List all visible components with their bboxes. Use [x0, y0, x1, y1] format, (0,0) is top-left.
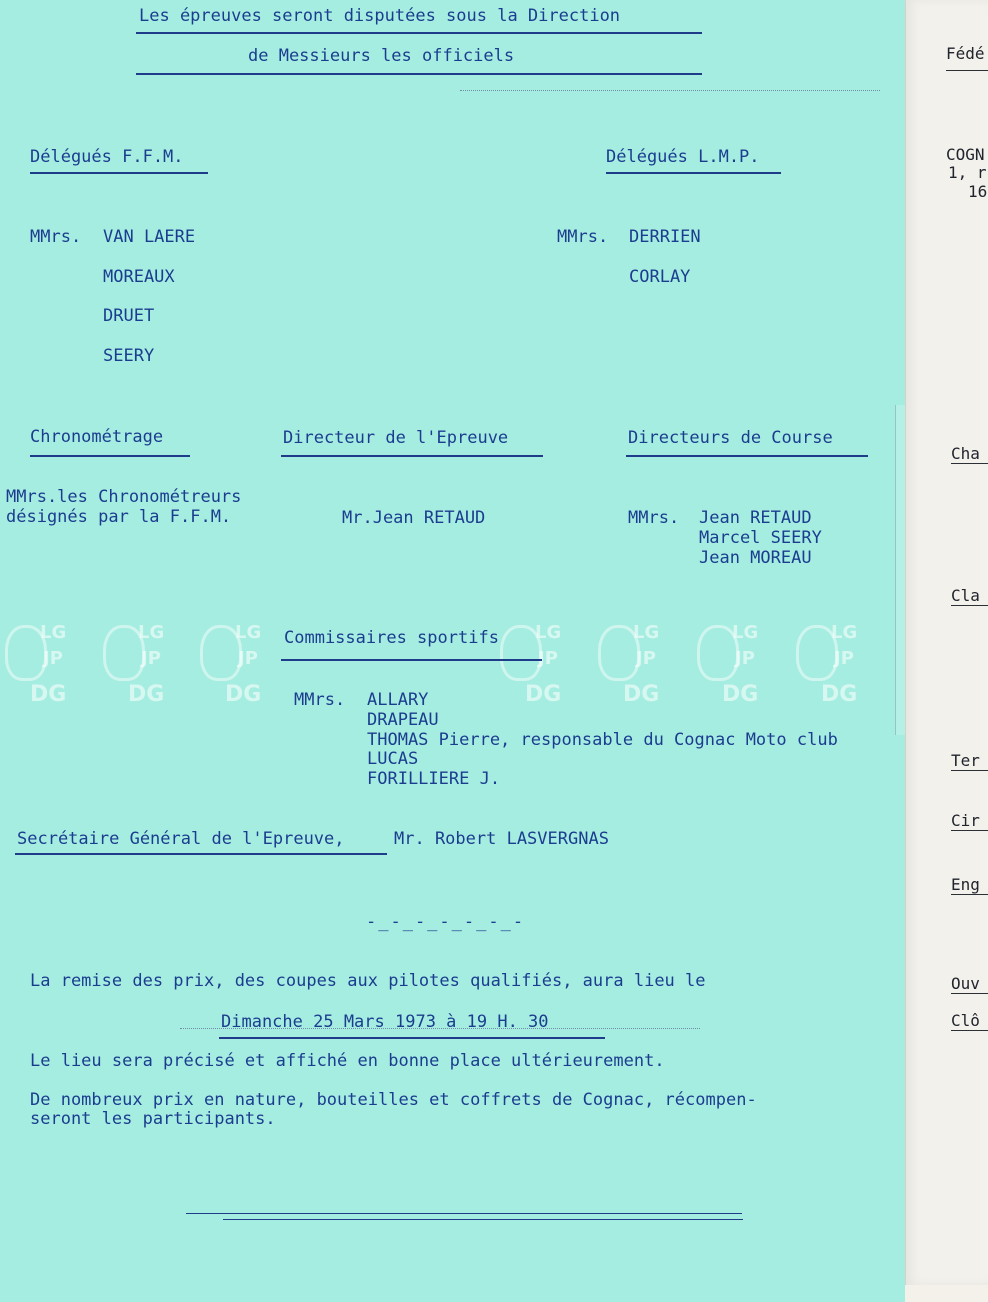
back-page-fragment: 1, r — [948, 163, 987, 182]
commissioners-prefix: MMrs. — [294, 690, 346, 710]
lmp-delegates-heading: Délégués L.M.P. — [606, 147, 760, 167]
back-page-rule — [951, 1030, 988, 1031]
watermark-logo: LG JP DG — [5, 615, 75, 715]
bleed-through-dots — [460, 90, 880, 91]
back-page-fragment: Cir — [951, 811, 980, 830]
watermark-logo: LG JP DG — [500, 615, 570, 715]
back-page-fragment: Ter — [951, 751, 980, 770]
chrono-text-1: MMrs.les Chronométreurs — [6, 487, 242, 507]
ffm-delegate-name: MOREAUX — [103, 267, 175, 287]
closing-rule — [186, 1213, 742, 1214]
lmp-delegates-prefix: MMrs. — [557, 227, 609, 247]
back-page-rule — [951, 605, 988, 606]
commissioner-name: LUCAS — [367, 749, 419, 769]
ffm-delegate-name: VAN LAERE — [103, 227, 196, 247]
back-page-rule — [951, 993, 988, 994]
back-page-fragment: COGN — [946, 145, 985, 164]
prize-date: Dimanche 25 Mars 1973 à 19 H. 30 — [221, 1012, 549, 1032]
watermark-logo: LG JP DG — [796, 615, 866, 715]
race-director-name: Jean RETAUD — [699, 508, 812, 528]
chrono-heading-underline — [30, 455, 190, 457]
watermark-logo: LG JP DG — [200, 615, 270, 715]
secretary-underline — [15, 853, 387, 855]
race-directors-heading: Directeurs de Course — [628, 428, 833, 448]
chrono-text-2: désignés par la F.F.M. — [6, 507, 232, 527]
back-page-fragment: 16 — [968, 182, 988, 201]
prize-nature-1: De nombreux prix en nature, bouteilles et coffrets de Cognac, récompen- — [30, 1090, 757, 1110]
race-director-name: Marcel SEERY — [699, 528, 822, 548]
back-page-rule — [946, 70, 988, 71]
bleed-through-dots — [180, 1028, 700, 1029]
commissioners-heading: Commissaires sportifs — [284, 628, 499, 648]
back-page-rule — [951, 770, 988, 771]
prize-place: Le lieu sera précisé et affiché en bonne place ultérieurement. — [30, 1051, 665, 1071]
race-directors-underline — [626, 455, 868, 457]
ffm-heading-underline — [30, 172, 208, 174]
ffm-delegate-name: DRUET — [103, 306, 155, 326]
back-page-fragment: Cla — [951, 586, 980, 605]
commissioner-name: THOMAS Pierre, responsable du Cognac Moto club — [367, 730, 838, 750]
underlying-page — [905, 0, 988, 1285]
header-underline-2 — [136, 73, 702, 75]
secretary-name: Mr. Robert LASVERGNAS — [394, 829, 609, 849]
secretary-label: Secrétaire Général de l'Epreuve, — [17, 829, 345, 849]
director-name: Mr.Jean RETAUD — [342, 508, 486, 528]
prize-date-underline — [219, 1037, 605, 1039]
commissioner-name: DRAPEAU — [367, 710, 439, 730]
back-page-fragment: Cha — [951, 444, 980, 463]
ffm-delegates-prefix: MMrs. — [30, 227, 82, 247]
ffm-delegate-name: SEERY — [103, 346, 155, 366]
lmp-heading-underline — [606, 172, 781, 174]
back-page-rule — [951, 463, 988, 464]
director-heading-underline — [281, 455, 543, 457]
commissioner-name: FORILLIERE J. — [367, 769, 501, 789]
race-director-name: Jean MOREAU — [699, 548, 812, 568]
ffm-delegates-heading: Délégués F.F.M. — [30, 147, 184, 167]
director-heading: Directeur de l'Epreuve — [283, 428, 509, 448]
commissioners-heading-underline — [281, 659, 542, 661]
prize-intro: La remise des prix, des coupes aux pilotes qualifiés, aura lieu le — [30, 971, 706, 991]
watermark-logo: LG JP DG — [697, 615, 767, 715]
closing-rule — [223, 1219, 743, 1220]
header-line-2: de Messieurs les officiels — [248, 46, 515, 66]
back-page-rule — [951, 830, 988, 831]
header-line-1: Les épreuves seront disputées sous la Direction — [139, 6, 621, 26]
lmp-delegate-name: DERRIEN — [629, 227, 701, 247]
back-page-fragment: Ouv — [951, 974, 980, 993]
back-page-fragment: Clô — [951, 1011, 980, 1030]
separator: -_-_-_-_-_-_- — [366, 912, 526, 932]
race-directors-prefix: MMrs. — [628, 508, 680, 528]
back-page-fragment: Fédé — [946, 44, 985, 63]
lmp-delegate-name: CORLAY — [629, 267, 691, 287]
commissioner-name: ALLARY — [367, 690, 429, 710]
back-page-rule — [951, 894, 988, 895]
back-page-fragment: Eng — [951, 875, 980, 894]
watermark-logo: LG JP DG — [598, 615, 668, 715]
chrono-heading: Chronométrage — [30, 427, 164, 447]
header-underline-1 — [136, 32, 702, 34]
watermark-logo: LG JP DG — [103, 615, 173, 715]
prize-nature-2: seront les participants. — [30, 1109, 276, 1129]
